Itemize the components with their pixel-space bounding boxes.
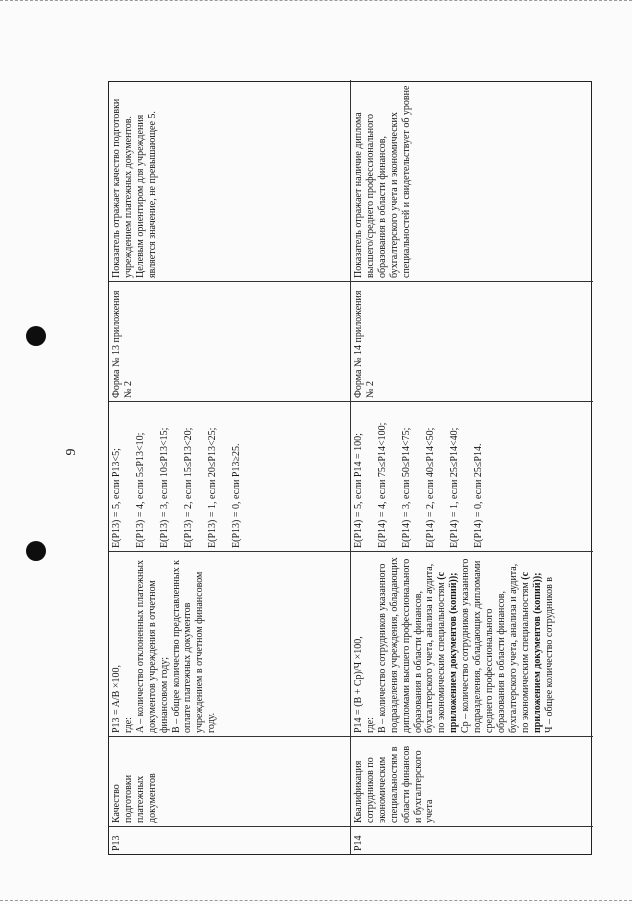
indicator-name: Качество подготовки платежных документов xyxy=(111,773,158,823)
evaluation-rule: E(P14) = 0, если 25≤P14. xyxy=(472,443,484,548)
formula-term-cp xyxy=(460,555,543,733)
formula-main: P13 = A/B ×100, xyxy=(111,665,122,733)
punch-hole-dot xyxy=(26,326,46,346)
indicator-name-cell xyxy=(109,736,351,826)
formula-term-cp-text: Cp – количество сотрудников указанного подразделения, обладающих дипломами среднего профессионального образования в области финансов, бухгалтерского учета, анализа и аудита, по экономическим специальностям xyxy=(460,558,531,733)
evaluation-rule: E(P13) = 1, если 20≤P13<25; xyxy=(206,427,218,548)
formula-term-cp-note: (с приложением документов (копий)); xyxy=(519,571,543,733)
evaluation-cell xyxy=(351,401,593,551)
evaluation-rule: E(P14) = 3, если 50≤P14<75; xyxy=(400,427,412,548)
formula-term-b-text: B – количество сотрудников указанного подразделения учреждения, обладающих дипломами высшего профессионального образования в области финансов, бухгалтерского учета, анализа и аудита, по экономическим специальностям xyxy=(376,557,448,733)
evaluation-cell xyxy=(109,401,351,551)
evaluation-rule: E(P14) = 1, если 25≤P14<40; xyxy=(448,427,460,548)
indicators-table xyxy=(108,81,592,855)
indicator-name: Квалификация сотрудников по экономическим специальностям в области финансов и бухгалтерского учета xyxy=(353,745,436,823)
evaluation-rule: E(P14) = 2, если 40≤P14<50; xyxy=(424,427,436,548)
evaluation-rule: E(P13) = 5, если P13<5; xyxy=(111,448,122,548)
bottom-edge-mark xyxy=(0,900,632,904)
punch-hole-dot xyxy=(26,541,46,561)
source-cell xyxy=(109,281,351,401)
formula-cell xyxy=(109,551,351,736)
comment-text: Показатель отражает качество подготовки учреждением платежных документов. Целевым ориентиром для учреждения является значение, не превышающее 5. xyxy=(111,98,158,278)
comment-cell xyxy=(351,80,593,281)
evaluation-rule: E(P13) = 4, если 5≤P13<10; xyxy=(134,432,146,548)
source-form: Форма № 13 приложения № 2 xyxy=(111,290,134,398)
source-cell xyxy=(351,281,593,401)
formula-where: где: xyxy=(364,717,376,733)
indicator-code-cell xyxy=(351,826,593,854)
rotated-table-sheet xyxy=(108,81,592,855)
page-number: 9 xyxy=(64,448,79,456)
evaluation-rule: E(P13) = 3, если 10≤P13<15; xyxy=(158,427,170,548)
formula-term-ch: Ч – общее количество сотрудников в xyxy=(543,576,555,733)
comment-text: Показатель отражает наличие диплома высшего/среднего профессионального образования в области финансов, бухгалтерского учета и экономических специальностей и свидетельствует об уровне xyxy=(353,85,412,278)
top-edge-mark xyxy=(0,0,632,4)
formula-term-b xyxy=(377,555,460,733)
indicator-code-cell xyxy=(109,826,351,854)
comment-cell xyxy=(109,80,351,281)
evaluation-rule: E(P14) = 5, если P14 = 100; xyxy=(353,433,364,548)
indicator-code: P14 xyxy=(353,835,364,851)
indicator-name-cell xyxy=(351,736,593,826)
evaluation-rule: E(P14) = 4, если 75≤P14<100; xyxy=(376,422,388,548)
evaluation-rule: E(P13) = 0, если P13≥25. xyxy=(230,443,242,548)
evaluation-rule: E(P13) = 2, если 15≤P13<20; xyxy=(182,427,194,548)
formula-cell xyxy=(351,551,593,736)
formula-term-b: B – общее количество представленных к оплате платежных документов учреждением в отчетном финансовом году. xyxy=(170,560,218,733)
indicator-code: P13 xyxy=(111,835,122,851)
formula-main: P14 = (B + Cp)/Ч ×100, xyxy=(353,636,364,733)
formula-term-a: A – количество отклоненных платежных документов учреждения в отчетном финансовом году; xyxy=(134,559,170,733)
formula-where: где: xyxy=(122,717,134,733)
formula-term-b-note: (с приложением документов (копий)); xyxy=(436,571,460,733)
source-form: Форма № 14 приложения № 2 xyxy=(353,290,376,398)
